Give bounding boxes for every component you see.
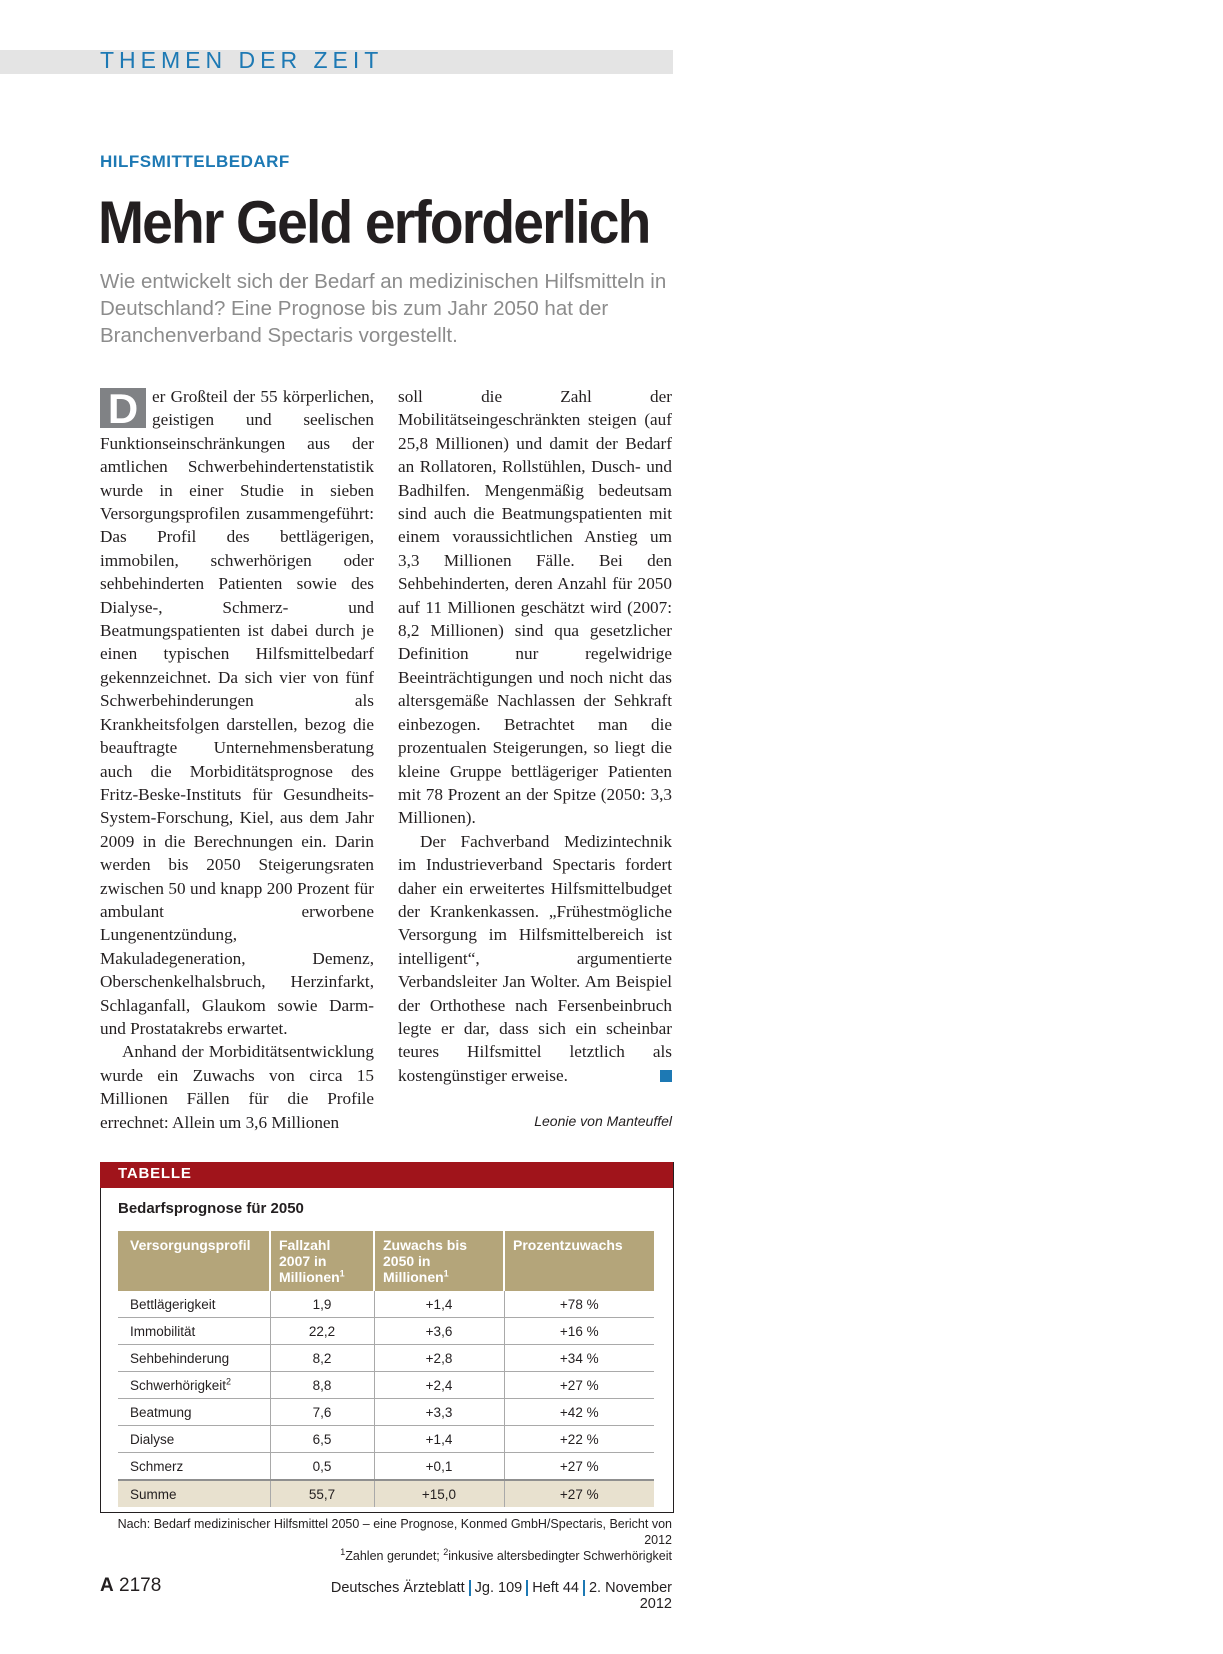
profile-cell: Dialyse — [118, 1426, 270, 1453]
journal-volume: Jg. 109 — [474, 1580, 523, 1596]
footer-separator — [583, 1580, 585, 1596]
sum-label-cell: Summe — [118, 1480, 270, 1507]
sum-prozent-cell: +27 % — [504, 1480, 654, 1507]
table-row — [118, 1372, 654, 1399]
fallzahl-cell: 8,8 — [270, 1372, 374, 1399]
paragraph-4-text: Der Fachverband Medizintechnik im Industrieverband Spectaris fordert daher ein erweitertes Hilfsmittelbudget der Krankenkassen. „Frühestmögliche Versorgung im Hilfsmittelbereich ist intelligent“, argumentierte Verbandsleiter Jan Wolter. Am Beispiel der Orthothese nach Fersenbeinbruch legte er dar, dass sich ein scheinbar teures Hilfsmittel letztlich als kostengünstiger erweise. — [398, 831, 672, 1085]
prozent-cell: +16 % — [504, 1318, 654, 1345]
sum-fallzahl-cell: 55,7 — [270, 1480, 374, 1507]
article-headline: Mehr Geld erforderlich — [98, 189, 650, 256]
table-sum-row — [118, 1480, 654, 1507]
zuwachs-cell: +1,4 — [374, 1291, 504, 1318]
article-column-1 — [100, 385, 374, 1134]
zuwachs-cell: +2,4 — [374, 1372, 504, 1399]
journal-issue: Heft 44 — [532, 1580, 579, 1596]
prozent-cell: +78 % — [504, 1291, 654, 1318]
journal-name: Deutsches Ärzteblatt — [330, 1580, 465, 1596]
table-row — [118, 1318, 654, 1345]
paragraph-1-text: er Großteil der 55 körperlichen, geistigen und seelischen Funktionseinschränkungen aus der amtlichen Schwerbehindertenstatistik wurde in einer Studie in sieben Versorgungsprofilen zusammengeführt: Das Profil des bettlägerigen, immobilen, schwerhörigen oder sehbehinderten Patienten sowie des Dialyse-, Schmerz- und Beatmungspatienten ist dabei durch je einen typischen Hilfsmittelbedarf gekennzeichnet. Da sich vier von fünf Schwerbehinderungen als Krankheitsfolgen darstellen, bezog die beauftragte Unternehmensberatung auch die Morbiditätsprognose des Fritz-Beske-Instituts für Gesundheits-System-Forschung, Kiel, aus dem Jahr 2009 in die Berechnungen ein. Darin werden bis 2050 Steigerungsraten zwischen 50 und knapp 200 Prozent für ambulant erworbene Lungenentzündung, Makuladegeneration, Demenz, Oberschenkelhalsbruch, Herzinfarkt, Schlaganfall, Glaukom sowie Darm- und Prostatakrebs erwartet. — [100, 387, 374, 1038]
table-label: TABELLE — [118, 1165, 192, 1182]
source-line: Nach: Bedarf medizinischer Hilfsmittel 2050 – eine Prognose, Konmed GmbH/Spectaris, Bericht von 2012 — [117, 1517, 672, 1547]
sum-zuwachs-cell: +15,0 — [374, 1480, 504, 1507]
table-title: Bedarfsprognose für 2050 — [118, 1200, 304, 1217]
zuwachs-cell: +3,3 — [374, 1399, 504, 1426]
zuwachs-cell: +2,8 — [374, 1345, 504, 1372]
table-row — [118, 1453, 654, 1481]
author-name: Leonie von Manteuffel — [534, 1113, 672, 1129]
prozent-cell: +27 % — [504, 1453, 654, 1481]
footer-separator — [526, 1580, 528, 1596]
profile-cell: Bettlägerigkeit — [118, 1291, 270, 1318]
footnotes-line: $^1$Zahlen gerundet; $^2$inkusive altersbedingter Schwerhörigkeit — [340, 1546, 672, 1563]
table-label-bar — [100, 1162, 673, 1188]
header-versorgungsprofil: Versorgungsprofil — [118, 1231, 270, 1291]
table-row — [118, 1426, 654, 1453]
table-row — [118, 1291, 654, 1318]
fallzahl-cell: 8,2 — [270, 1345, 374, 1372]
prozent-cell: +34 % — [504, 1345, 654, 1372]
article-kicker: HILFSMITTELBEDARF — [100, 152, 290, 171]
header-prozentzuwachs: Prozentzuwachs — [504, 1231, 654, 1291]
profile-cell: Schmerz — [118, 1453, 270, 1481]
paragraph-1 — [100, 385, 374, 1040]
article-lead: Wie entwickelt sich der Bedarf an medizinischen Hilfsmitteln in Deutschland? Eine Prognose bis zum Jahr 2050 hat der Branchenverband Spectaris vorgestellt. — [100, 270, 667, 347]
fallzahl-cell: 22,2 — [270, 1318, 374, 1345]
paragraph-3: soll die Zahl der Mobilitätseingeschränkten steigen (auf 25,8 Millionen) und damit der Bedarf an Rollatoren, Rollstühlen, Dusch- und Badhilfen. Mengenmäßig bedeutsam sind auch die Beatmungspatienten mit einem voraussichtlichen Anstieg um 3,3 Millionen Fälle. Bei den Sehbehinderten, deren Anzahl für 2050 auf 11 Millionen geschätzt wird (2007: 8,2 Millionen) sind qua gesetzlicher Definition nur regelwidrige Beeinträchtigungen und noch nicht das altersgemäße Nachlassen der Sehkraft einbezogen. Betrachtet man die prozentualen Steigerungen, so liegt die kleine Gruppe bettlägeriger Patienten mit 78 Prozent an der Spitze (2050: 3,3 Millionen). — [398, 387, 672, 828]
footer-separator — [469, 1580, 471, 1596]
prozent-cell: +27 % — [504, 1372, 654, 1399]
fallzahl-cell: 1,9 — [270, 1291, 374, 1318]
paragraph-4 — [398, 830, 672, 1087]
table-row — [118, 1399, 654, 1426]
drop-cap: D — [100, 388, 146, 428]
page-number: A 2178 — [100, 1575, 162, 1596]
forecast-table — [118, 1231, 654, 1507]
table-source — [100, 1516, 672, 1564]
table-row — [118, 1345, 654, 1372]
profile-cell: Immobilität — [118, 1318, 270, 1345]
table-body — [118, 1291, 654, 1507]
table-header-row — [118, 1231, 654, 1291]
profile-cell: Schwerhörigkeit$^2$ — [118, 1372, 270, 1399]
paragraph-2: Anhand der Morbiditätsentwicklung wurde ein Zuwachs von circa 15 Millionen Fällen für die Profile errechnet: Allein um 3,6 Millionen — [100, 1042, 374, 1132]
fallzahl-cell: 7,6 — [270, 1399, 374, 1426]
header-fallzahl: Fallzahl 2007 in Millionen$^1$ — [270, 1231, 374, 1291]
header-zuwachs: Zuwachs bis 2050 in Millionen$^1$ — [374, 1231, 504, 1291]
zuwachs-cell: +1,4 — [374, 1426, 504, 1453]
zuwachs-cell: +3,6 — [374, 1318, 504, 1345]
profile-cell: Sehbehinderung — [118, 1345, 270, 1372]
article-column-2 — [398, 385, 672, 1087]
prozent-cell: +42 % — [504, 1399, 654, 1426]
journal-footer — [300, 1580, 672, 1612]
fallzahl-cell: 0,5 — [270, 1453, 374, 1481]
section-label: THEMEN DER ZEIT — [100, 47, 384, 73]
fallzahl-cell: 6,5 — [270, 1426, 374, 1453]
prozent-cell: +22 % — [504, 1426, 654, 1453]
end-mark-icon — [660, 1070, 672, 1082]
journal-date: 2. November 2012 — [588, 1580, 672, 1613]
zuwachs-cell: +0,1 — [374, 1453, 504, 1481]
profile-cell: Beatmung — [118, 1399, 270, 1426]
